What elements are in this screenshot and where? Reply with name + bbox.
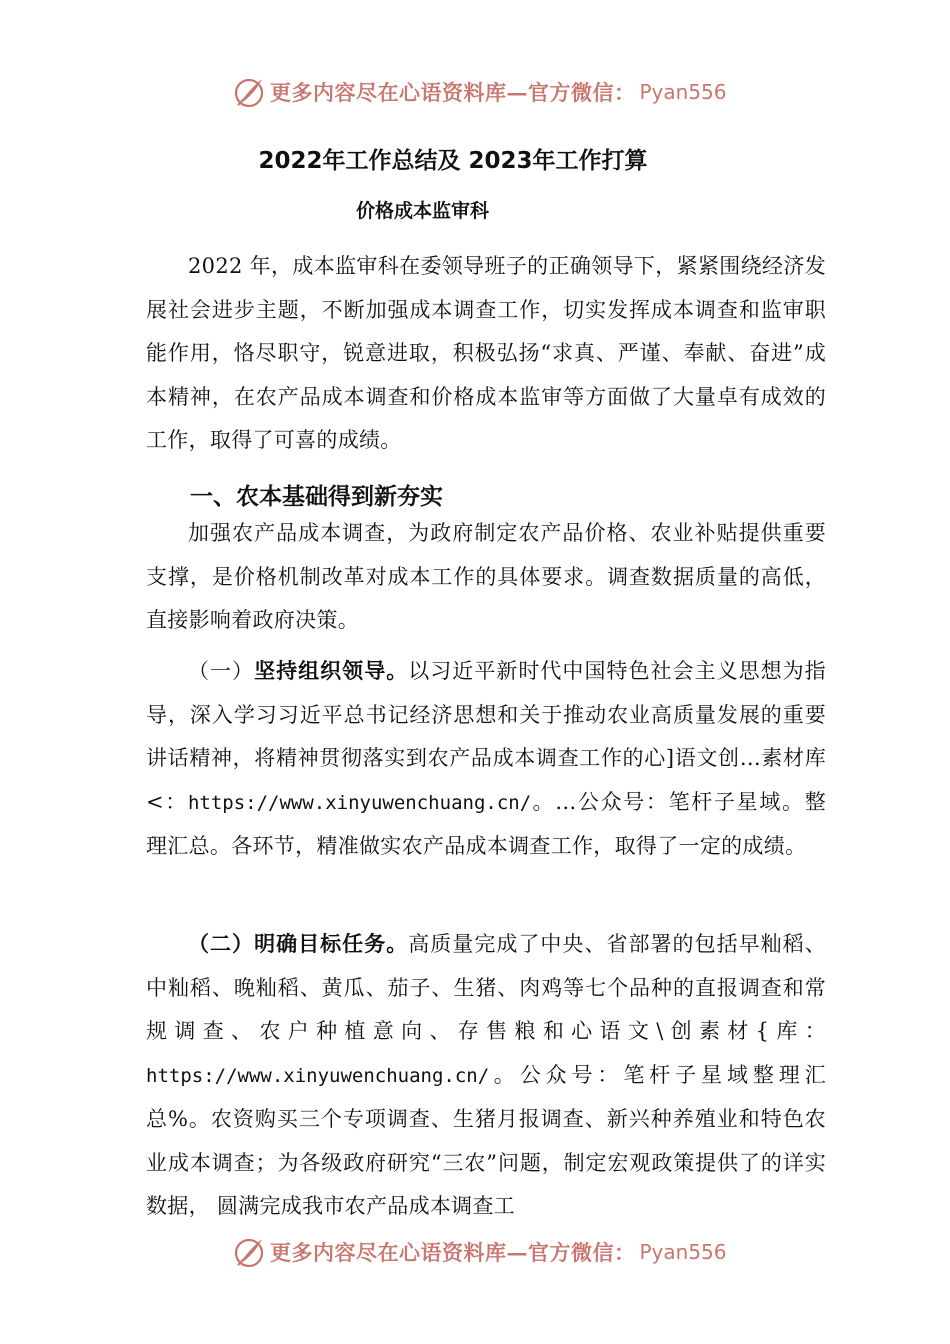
item1-prefix: （一）: [188, 659, 255, 683]
item1-text-b: 。…公众号：笔杆子星域。整理汇总。各环节，精准做实农产品成本调查工作，取得了一定的成绩。: [146, 789, 826, 858]
item1-lead: 坚持组织领导。: [254, 659, 409, 683]
watermark-wechat-id: Pyan556: [639, 80, 727, 104]
item2-lead: （二）明确目标任务。: [188, 932, 409, 956]
item2-paragraph: [146, 923, 826, 1229]
watermark-text: 更多内容尽在心语资料库—官方微信：: [270, 1240, 636, 1265]
watermark-text: 更多内容尽在心语资料库—官方微信：: [270, 80, 636, 105]
item1-paragraph: [146, 650, 826, 869]
quill-logo-icon: [232, 1235, 266, 1269]
item2-url: https://www.xinyuwenchuang.cn/: [146, 1064, 490, 1087]
item1-url: https://www.xinyuwenchuang.cn/: [187, 791, 532, 814]
item1-text-a: 以习近平新时代中国特色社会主义思想为指导，深入学习习近平总书记经济思想和关于推动农业高质量发展的重要讲话精神，将精神贯彻落实到农产品成本调查工作的心]语文创…素材库<：: [146, 659, 826, 814]
watermark-banner-top: [232, 72, 752, 112]
intro-paragraph: 2022 年，成本监审科在委领导班子的正确领导下，紧紧围绕经济发展社会进步主题，不断加强成本调查工作，切实发挥成本调查和监审职能作用，恪尽职守，锐意进取，积极弘扬“求真、严谨、奉献、奋进”成本精神，在农产品成本调查和价格成本监审等方面做了大量卓有成效的工作，取得了可喜的成绩。: [146, 254, 826, 452]
item2-text-b: 。公众号：笔杆子星域整理汇总%。农资购买三个专项调查、生猪月报调查、新兴种养殖业和特色农业成本调查；为各级政府研究“三农”问题，制定宏观政策提供了的详实数据， 圆满完成我市农产品成本调查工: [146, 1062, 826, 1218]
document-title: 2022年工作总结及 2023年工作打算: [258, 148, 648, 174]
section1-paragraph: 加强农产品成本调查，为政府制定农产品价格、农业补贴提供重要支撑，是价格机制改革对成本工作的具体要求。调查数据质量的高低，直接影响着政府决策。: [146, 521, 826, 632]
watermark-wechat-id: Pyan556: [639, 1240, 727, 1264]
watermark-banner-bottom: [232, 1232, 752, 1272]
section-heading-1: 一、农本基础得到新夯实: [190, 484, 443, 510]
document-department: 价格成本监审科: [356, 200, 490, 222]
quill-logo-icon: [232, 75, 266, 109]
item2-text-a: 高质量完成了中央、省部署的包括早籼稻、中籼稻、晚籼稻、黄瓜、茄子、生猪、肉鸡等七个品种的直报调查和常规调查、农户种植意向、存售粮和心语文\创素材{库：: [146, 932, 826, 1043]
